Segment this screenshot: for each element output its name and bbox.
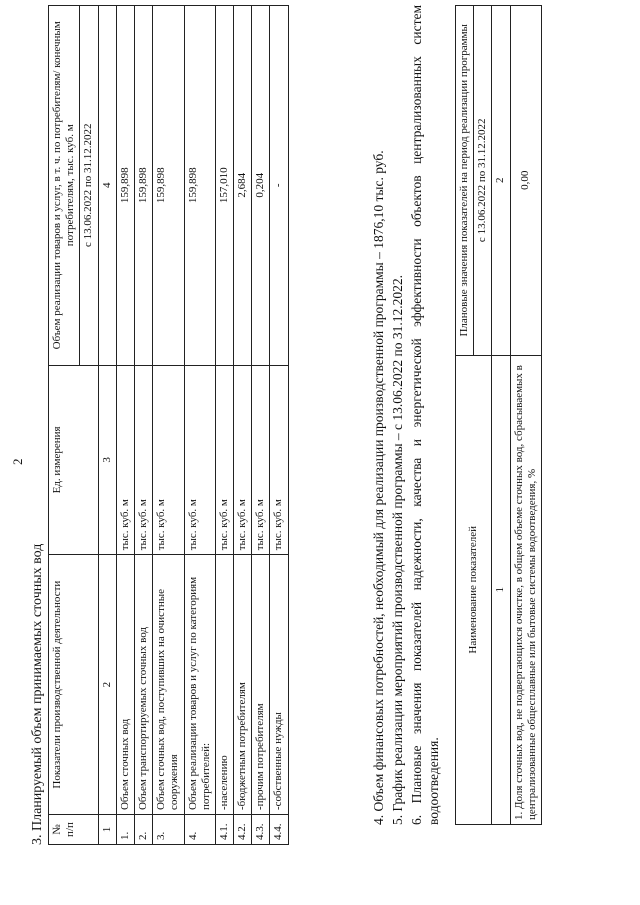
col-number: 1 xyxy=(492,355,510,824)
header-unit: Ед. измерения xyxy=(49,365,99,555)
row-value: 0,204 xyxy=(252,6,270,366)
table-row xyxy=(215,6,233,845)
table-row xyxy=(116,6,134,845)
row-unit: тыс. куб. м xyxy=(252,365,270,555)
table-row xyxy=(153,6,184,845)
table-header-row xyxy=(456,6,474,825)
row-unit: тыс. куб. м xyxy=(116,365,134,555)
row-name: Объем транспортируемых сточных вод xyxy=(134,555,152,815)
row-value: - xyxy=(270,6,288,366)
row-value: 159,898 xyxy=(153,6,184,366)
col-number: 1 xyxy=(98,815,116,845)
row-name: Объем сточных вод, поступивших на очистные сооружения xyxy=(153,555,184,815)
section-3-title: 3. Планируемый объем принимаемых сточных вод xyxy=(30,543,45,845)
header-num: № п/п xyxy=(49,815,99,845)
row-num: 4.4. xyxy=(270,815,288,845)
page-number: 2 xyxy=(10,458,25,465)
column-number-row xyxy=(98,6,116,845)
table-row xyxy=(270,6,288,845)
row-name: -населению xyxy=(215,555,233,815)
row-name: Объем сточных вод xyxy=(116,555,134,815)
table-row xyxy=(134,6,152,845)
reliability-indicators-table xyxy=(455,5,542,825)
row-value: 157,010 xyxy=(215,6,233,366)
note-item-4: 4. Объем финансовых потребностей, необходимый для реализации производственной программы – 1876,10 тыс. руб. xyxy=(371,150,386,825)
row-unit: тыс. куб. м xyxy=(215,365,233,555)
column-number-row xyxy=(492,6,510,825)
row-name: 1. Доля сточных вод, не подвергающихся очистке, в общем объеме сточных вод, сбрасываемых в централизованные общесплавные или бытовые системы водоотведения, % xyxy=(510,355,541,824)
col-number: 2 xyxy=(492,6,510,356)
row-num: 4.2. xyxy=(234,815,252,845)
header-volume: Объем реализации товаров и услуг, в т. ч. по потребителям/ конечным потребителям, тыс. куб. м xyxy=(49,6,80,366)
notes-block xyxy=(370,5,444,845)
row-num: 4. xyxy=(184,815,215,845)
header-period: с 13.06.2022 по 31.12.2022 xyxy=(474,6,492,356)
row-value: 2,684 xyxy=(234,6,252,366)
table-header-row xyxy=(49,6,80,845)
row-num: 4.3. xyxy=(252,815,270,845)
row-name: -бюджетным потребителям xyxy=(234,555,252,815)
col-number: 3 xyxy=(98,365,116,555)
col-number: 2 xyxy=(98,555,116,815)
note-item-5: 5. График реализации мероприятий производственной программы – с 13.06.2022 по 31.12.2022. xyxy=(390,274,405,825)
row-value: 159,898 xyxy=(184,6,215,366)
note-item-6: 6. Плановые значения показателей надежности, качества и энергетической эффективности объектов централизованных систем водоотведения. xyxy=(409,5,441,825)
row-unit: тыс. куб. м xyxy=(270,365,288,555)
row-num: 2. xyxy=(134,815,152,845)
row-value: 159,898 xyxy=(134,6,152,366)
header-planned: Плановые значения показателей на период реализации программы xyxy=(456,6,474,356)
table-row xyxy=(252,6,270,845)
row-name: -прочим потребителям xyxy=(252,555,270,815)
row-unit: тыс. куб. м xyxy=(184,365,215,555)
row-value: 0,00 xyxy=(510,6,541,356)
table-row xyxy=(184,6,215,845)
row-name: Объем реализации товаров и услуг по категориям потребителей: xyxy=(184,555,215,815)
row-num: 4.1. xyxy=(215,815,233,845)
header-indicator: Показатели производственной деятельности xyxy=(49,555,99,815)
row-unit: тыс. куб. м xyxy=(153,365,184,555)
wastewater-volume-table xyxy=(48,5,289,845)
row-name: -собственные нужды xyxy=(270,555,288,815)
row-unit: тыс. куб. м xyxy=(234,365,252,555)
col-number: 4 xyxy=(98,6,116,366)
table-row xyxy=(234,6,252,845)
row-unit: тыс. куб. м xyxy=(134,365,152,555)
row-num: 3. xyxy=(153,815,184,845)
row-num: 1. xyxy=(116,815,134,845)
row-value: 159,898 xyxy=(116,6,134,366)
header-period: с 13.06.2022 по 31.12.2022 xyxy=(80,6,98,366)
header-indicator-name: Наименование показателей xyxy=(456,355,492,824)
table-row xyxy=(510,6,541,825)
